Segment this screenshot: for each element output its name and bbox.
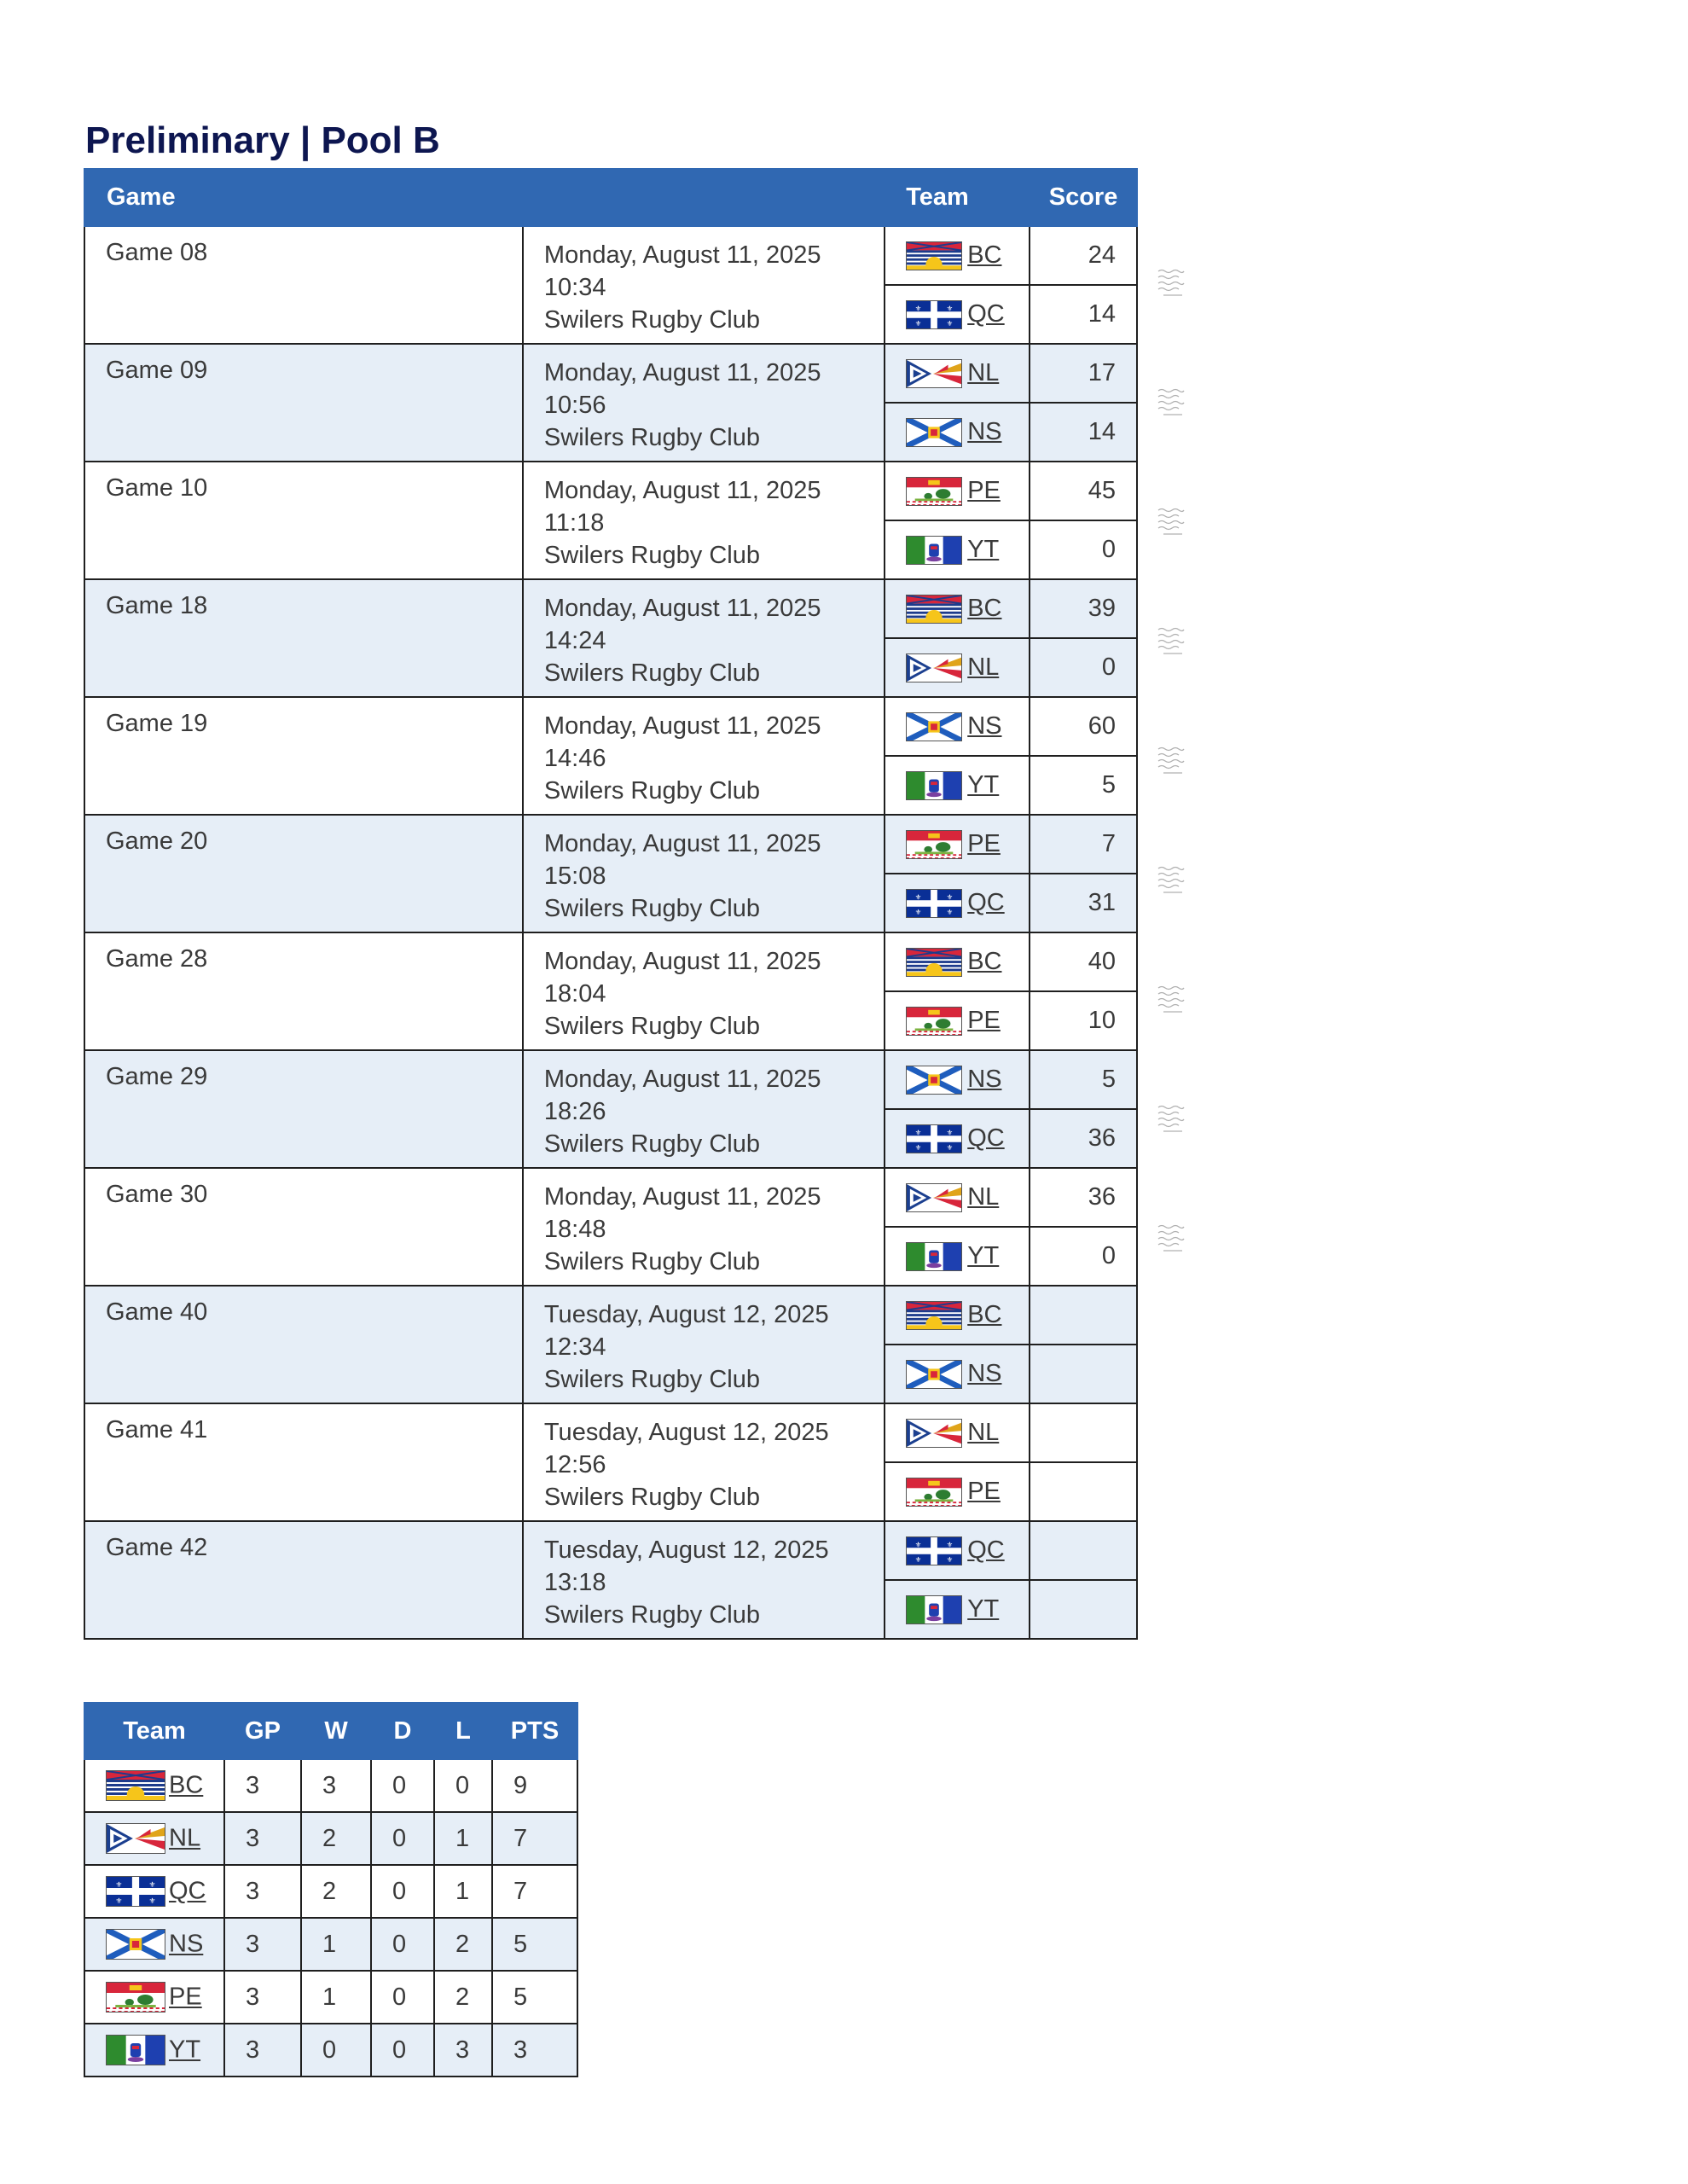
handwritten-note-icon xyxy=(1157,624,1186,659)
game-date: Tuesday, August 12, 2025 xyxy=(543,1536,829,1564)
svg-text:⚜: ⚜ xyxy=(946,1128,954,1136)
game-label: Game 28 xyxy=(106,945,208,973)
game-venue: Swilers Rugby Club xyxy=(543,1248,760,1275)
team-link-ns[interactable]: NS xyxy=(169,1930,204,1958)
team-link-qc[interactable]: QC xyxy=(967,1124,1005,1153)
away-score: 14 xyxy=(1030,403,1137,462)
points: 5 xyxy=(492,1971,577,2024)
ns-flag-icon xyxy=(906,1359,967,1386)
pe-flag-icon xyxy=(106,1983,169,2010)
home-score xyxy=(1030,1286,1137,1345)
game-number xyxy=(84,579,523,697)
svg-text:⚜: ⚜ xyxy=(914,1554,922,1564)
game-date: Monday, August 11, 2025 xyxy=(543,1183,821,1211)
standings-header-team: Team xyxy=(84,1703,224,1759)
wins: 1 xyxy=(301,1918,371,1971)
handwritten-note-icon xyxy=(1157,1222,1186,1256)
game-label: Game 09 xyxy=(106,357,208,384)
page-title: Preliminary | Pool B xyxy=(85,119,440,161)
svg-text:⚜: ⚜ xyxy=(946,318,954,328)
team-link-ns[interactable]: NS xyxy=(967,1360,1002,1388)
svg-text:⚜: ⚜ xyxy=(946,892,954,901)
team-link-qc[interactable]: QC xyxy=(967,889,1005,917)
game-number xyxy=(84,815,523,932)
handwritten-note-icon xyxy=(1157,983,1186,1017)
game-number xyxy=(84,226,523,344)
game-label: Game 29 xyxy=(106,1063,208,1090)
games-played: 3 xyxy=(224,1812,301,1865)
team-link-yt[interactable]: YT xyxy=(967,536,1000,564)
home-team xyxy=(885,1403,1030,1462)
svg-text:⚜: ⚜ xyxy=(148,1896,156,1905)
game-date: Monday, August 11, 2025 xyxy=(543,241,821,269)
points: 5 xyxy=(492,1918,577,1971)
wins: 0 xyxy=(301,2024,371,2077)
games-played: 3 xyxy=(224,1759,301,1812)
team-link-ns[interactable]: NS xyxy=(967,1066,1002,1094)
svg-text:⚜: ⚜ xyxy=(946,907,954,916)
home-team xyxy=(885,1168,1030,1227)
bc-flag-icon xyxy=(906,594,967,621)
away-team xyxy=(885,756,1030,815)
game-row xyxy=(84,1521,1137,1580)
team-link-pe[interactable]: PE xyxy=(967,830,1001,858)
games-played: 3 xyxy=(224,2024,301,2077)
team-link-bc[interactable]: BC xyxy=(967,241,1002,270)
game-date: Monday, August 11, 2025 xyxy=(543,359,821,386)
home-score: 7 xyxy=(1030,815,1137,874)
team-link-ns[interactable]: NS xyxy=(967,712,1002,741)
team-link-qc[interactable]: QC xyxy=(967,1536,1005,1565)
home-team xyxy=(885,462,1030,520)
bc-flag-icon xyxy=(106,1771,169,1798)
wins: 3 xyxy=(301,1759,371,1812)
away-score xyxy=(1030,1580,1137,1639)
team-link-pe[interactable]: PE xyxy=(169,1983,202,2011)
away-team xyxy=(885,874,1030,932)
games-played: 3 xyxy=(224,1918,301,1971)
schedule-table xyxy=(84,168,1138,1640)
nl-flag-icon xyxy=(906,358,967,386)
game-label: Game 08 xyxy=(106,239,208,266)
game-number xyxy=(84,932,523,1050)
ns-flag-icon xyxy=(906,712,967,739)
nl-flag-icon xyxy=(906,1418,967,1445)
away-score: 0 xyxy=(1030,520,1137,579)
svg-text:⚜: ⚜ xyxy=(946,1142,954,1152)
bc-flag-icon xyxy=(906,1300,967,1327)
standings-row xyxy=(84,1759,577,1812)
home-team xyxy=(885,1050,1030,1109)
pe-flag-icon xyxy=(906,829,967,857)
games-played: 3 xyxy=(224,1971,301,2024)
losses: 1 xyxy=(434,1812,492,1865)
losses: 2 xyxy=(434,1918,492,1971)
ns-flag-icon xyxy=(906,1065,967,1092)
game-date: Monday, August 11, 2025 xyxy=(543,830,821,857)
yt-flag-icon xyxy=(906,1241,967,1269)
wins: 1 xyxy=(301,1971,371,2024)
home-score: 5 xyxy=(1030,1050,1137,1109)
standings-team xyxy=(84,1759,224,1812)
game-date: Tuesday, August 12, 2025 xyxy=(543,1419,829,1446)
schedule-header-row xyxy=(84,169,1137,226)
game-date: Monday, August 11, 2025 xyxy=(543,477,821,504)
standings-header-w: W xyxy=(301,1703,371,1759)
home-score: 17 xyxy=(1030,344,1137,403)
draws: 0 xyxy=(371,1812,434,1865)
game-venue: Swilers Rugby Club xyxy=(543,1484,760,1511)
away-team xyxy=(885,1580,1030,1639)
game-date: Monday, August 11, 2025 xyxy=(543,1066,821,1093)
game-row xyxy=(84,1286,1137,1345)
svg-text:⚜: ⚜ xyxy=(115,1896,123,1905)
points: 7 xyxy=(492,1812,577,1865)
game-number xyxy=(84,344,523,462)
svg-text:⚜: ⚜ xyxy=(946,304,954,312)
team-link-qc[interactable]: QC xyxy=(169,1877,206,1905)
draws: 0 xyxy=(371,1918,434,1971)
game-label: Game 41 xyxy=(106,1416,208,1443)
game-venue: Swilers Rugby Club xyxy=(543,1130,760,1158)
game-row xyxy=(84,1050,1137,1109)
game-venue: Swilers Rugby Club xyxy=(543,542,760,569)
standings-header-pts: PTS xyxy=(492,1703,577,1759)
points: 3 xyxy=(492,2024,577,2077)
away-team xyxy=(885,1227,1030,1286)
team-link-nl[interactable]: NL xyxy=(967,1419,1000,1447)
home-score: 24 xyxy=(1030,226,1137,285)
standings-header-row xyxy=(84,1703,577,1759)
home-score: 39 xyxy=(1030,579,1137,638)
home-score: 36 xyxy=(1030,1168,1137,1227)
svg-text:⚜: ⚜ xyxy=(946,1540,954,1548)
team-link-yt[interactable]: YT xyxy=(169,2036,201,2064)
draws: 0 xyxy=(371,1759,434,1812)
qc-flag-icon xyxy=(906,299,967,327)
svg-text:⚜: ⚜ xyxy=(914,1128,922,1136)
game-time: 14:24 xyxy=(543,627,606,654)
draws: 0 xyxy=(371,1865,434,1918)
score-column-header: Score xyxy=(1030,169,1137,226)
game-date: Tuesday, August 12, 2025 xyxy=(543,1301,829,1328)
game-label: Game 10 xyxy=(106,474,208,502)
game-info xyxy=(523,344,885,462)
game-venue: Swilers Rugby Club xyxy=(543,659,760,687)
game-info xyxy=(523,697,885,815)
game-number xyxy=(84,1168,523,1286)
away-score xyxy=(1030,1462,1137,1521)
game-row xyxy=(84,344,1137,403)
standings-header-gp: GP xyxy=(224,1703,301,1759)
game-row xyxy=(84,1403,1137,1462)
points: 9 xyxy=(492,1759,577,1812)
svg-text:⚜: ⚜ xyxy=(914,1142,922,1152)
pe-flag-icon xyxy=(906,1477,967,1504)
standings-row xyxy=(84,1812,577,1865)
team-link-qc[interactable]: QC xyxy=(967,300,1005,328)
away-score: 36 xyxy=(1030,1109,1137,1168)
game-info xyxy=(523,932,885,1050)
handwritten-note-icon xyxy=(1157,505,1186,539)
away-score xyxy=(1030,1345,1137,1403)
pe-flag-icon xyxy=(906,476,967,503)
home-score xyxy=(1030,1403,1137,1462)
losses: 0 xyxy=(434,1759,492,1812)
game-time: 10:56 xyxy=(543,392,606,419)
game-label: Game 18 xyxy=(106,592,208,619)
game-number xyxy=(84,1403,523,1521)
away-score: 5 xyxy=(1030,756,1137,815)
nl-flag-icon xyxy=(906,653,967,680)
team-link-bc[interactable]: BC xyxy=(967,948,1002,976)
game-venue: Swilers Rugby Club xyxy=(543,1366,760,1393)
losses: 3 xyxy=(434,2024,492,2077)
away-score: 0 xyxy=(1030,1227,1137,1286)
yt-flag-icon xyxy=(906,535,967,562)
team-link-pe[interactable]: PE xyxy=(967,1478,1001,1506)
home-team xyxy=(885,579,1030,638)
standings-row xyxy=(84,2024,577,2077)
game-number xyxy=(84,697,523,815)
game-venue: Swilers Rugby Club xyxy=(543,777,760,804)
home-team xyxy=(885,226,1030,285)
away-score: 14 xyxy=(1030,285,1137,344)
home-score: 60 xyxy=(1030,697,1137,756)
team-link-bc[interactable]: BC xyxy=(967,1301,1002,1329)
qc-flag-icon xyxy=(106,1877,169,1904)
game-label: Game 19 xyxy=(106,710,208,737)
handwritten-note-icon xyxy=(1157,386,1186,420)
standings-team xyxy=(84,2024,224,2077)
game-venue: Swilers Rugby Club xyxy=(543,895,760,922)
game-row xyxy=(84,932,1137,991)
game-row xyxy=(84,697,1137,756)
standings-row xyxy=(84,1918,577,1971)
team-link-bc[interactable]: BC xyxy=(967,595,1002,623)
game-time: 18:04 xyxy=(543,980,606,1008)
game-column-header: Game xyxy=(84,169,885,226)
game-row xyxy=(84,462,1137,520)
game-date: Monday, August 11, 2025 xyxy=(543,948,821,975)
away-team xyxy=(885,991,1030,1050)
ns-flag-icon xyxy=(906,417,967,444)
yt-flag-icon xyxy=(106,2036,169,2063)
draws: 0 xyxy=(371,2024,434,2077)
svg-text:⚜: ⚜ xyxy=(914,318,922,328)
bc-flag-icon xyxy=(906,241,967,268)
nl-flag-icon xyxy=(906,1182,967,1210)
team-link-pe[interactable]: PE xyxy=(967,1007,1001,1035)
game-time: 12:34 xyxy=(543,1333,606,1361)
team-link-ns[interactable]: NS xyxy=(967,418,1002,446)
game-date: Monday, August 11, 2025 xyxy=(543,712,821,740)
yt-flag-icon xyxy=(906,1594,967,1622)
game-info xyxy=(523,1168,885,1286)
handwritten-note-icon xyxy=(1157,266,1186,300)
svg-text:⚜: ⚜ xyxy=(946,1554,954,1564)
game-info xyxy=(523,462,885,579)
game-venue: Swilers Rugby Club xyxy=(543,1601,760,1629)
ns-flag-icon xyxy=(106,1930,169,1957)
game-row xyxy=(84,226,1137,285)
game-info xyxy=(523,579,885,697)
game-venue: Swilers Rugby Club xyxy=(543,424,760,451)
game-row xyxy=(84,1168,1137,1227)
away-team xyxy=(885,285,1030,344)
team-link-nl[interactable]: NL xyxy=(967,1183,1000,1211)
qc-flag-icon xyxy=(906,1536,967,1563)
points: 7 xyxy=(492,1865,577,1918)
standings-row xyxy=(84,1865,577,1918)
game-date: Monday, August 11, 2025 xyxy=(543,595,821,622)
game-time: 15:08 xyxy=(543,863,606,890)
game-time: 12:56 xyxy=(543,1451,606,1478)
pe-flag-icon xyxy=(906,1006,967,1033)
team-link-nl[interactable]: NL xyxy=(967,653,1000,682)
away-team xyxy=(885,403,1030,462)
wins: 2 xyxy=(301,1865,371,1918)
team-column-header: Team xyxy=(885,169,1030,226)
game-label: Game 20 xyxy=(106,828,208,855)
away-score: 0 xyxy=(1030,638,1137,697)
game-number xyxy=(84,1521,523,1639)
team-link-bc[interactable]: BC xyxy=(169,1771,204,1799)
losses: 1 xyxy=(434,1865,492,1918)
qc-flag-icon xyxy=(906,1124,967,1151)
standings-header-d: D xyxy=(371,1703,434,1759)
svg-text:⚜: ⚜ xyxy=(914,304,922,312)
game-venue: Swilers Rugby Club xyxy=(543,306,760,334)
qc-flag-icon xyxy=(906,888,967,915)
handwritten-note-icon xyxy=(1157,1102,1186,1136)
team-link-pe[interactable]: PE xyxy=(967,477,1001,505)
game-time: 14:46 xyxy=(543,745,606,772)
home-score: 40 xyxy=(1030,932,1137,991)
home-team xyxy=(885,932,1030,991)
standings-table xyxy=(84,1702,578,2077)
svg-text:⚜: ⚜ xyxy=(115,1880,123,1889)
game-time: 18:48 xyxy=(543,1216,606,1243)
away-team xyxy=(885,638,1030,697)
losses: 2 xyxy=(434,1971,492,2024)
home-score: 45 xyxy=(1030,462,1137,520)
game-time: 13:18 xyxy=(543,1569,606,1596)
standings-team xyxy=(84,1918,224,1971)
game-number xyxy=(84,1286,523,1403)
handwritten-note-icon xyxy=(1157,744,1186,778)
team-link-yt[interactable]: YT xyxy=(967,1242,1000,1270)
svg-text:⚜: ⚜ xyxy=(914,892,922,901)
game-time: 18:26 xyxy=(543,1098,606,1125)
game-time: 10:34 xyxy=(543,274,606,301)
standings-team xyxy=(84,1865,224,1918)
yt-flag-icon xyxy=(906,770,967,798)
home-team xyxy=(885,1521,1030,1580)
away-score: 31 xyxy=(1030,874,1137,932)
bc-flag-icon xyxy=(906,947,967,974)
game-label: Game 42 xyxy=(106,1534,208,1561)
game-info xyxy=(523,1286,885,1403)
home-team xyxy=(885,815,1030,874)
svg-text:⚜: ⚜ xyxy=(914,1540,922,1548)
game-number xyxy=(84,462,523,579)
team-link-nl[interactable]: NL xyxy=(169,1824,201,1852)
game-row xyxy=(84,579,1137,638)
game-label: Game 30 xyxy=(106,1181,208,1208)
team-link-nl[interactable]: NL xyxy=(967,359,1000,387)
away-team xyxy=(885,1345,1030,1403)
games-played: 3 xyxy=(224,1865,301,1918)
handwritten-note-icon xyxy=(1157,863,1186,897)
away-team xyxy=(885,520,1030,579)
home-team xyxy=(885,1286,1030,1345)
game-info xyxy=(523,1403,885,1521)
home-team xyxy=(885,697,1030,756)
team-link-yt[interactable]: YT xyxy=(967,771,1000,799)
draws: 0 xyxy=(371,1971,434,2024)
nl-flag-icon xyxy=(106,1824,169,1851)
team-link-yt[interactable]: YT xyxy=(967,1595,1000,1623)
away-team xyxy=(885,1109,1030,1168)
game-row xyxy=(84,815,1137,874)
wins: 2 xyxy=(301,1812,371,1865)
home-score xyxy=(1030,1521,1137,1580)
svg-text:⚜: ⚜ xyxy=(148,1880,156,1889)
svg-text:⚜: ⚜ xyxy=(914,907,922,916)
game-info xyxy=(523,815,885,932)
game-number xyxy=(84,1050,523,1168)
away-score: 10 xyxy=(1030,991,1137,1050)
game-time: 11:18 xyxy=(543,509,605,537)
game-label: Game 40 xyxy=(106,1298,208,1326)
standings-row xyxy=(84,1971,577,2024)
home-team xyxy=(885,344,1030,403)
game-venue: Swilers Rugby Club xyxy=(543,1013,760,1040)
game-info xyxy=(523,226,885,344)
away-team xyxy=(885,1462,1030,1521)
standings-team xyxy=(84,1812,224,1865)
game-info xyxy=(523,1050,885,1168)
standings-header-l: L xyxy=(434,1703,492,1759)
game-info xyxy=(523,1521,885,1639)
standings-team xyxy=(84,1971,224,2024)
